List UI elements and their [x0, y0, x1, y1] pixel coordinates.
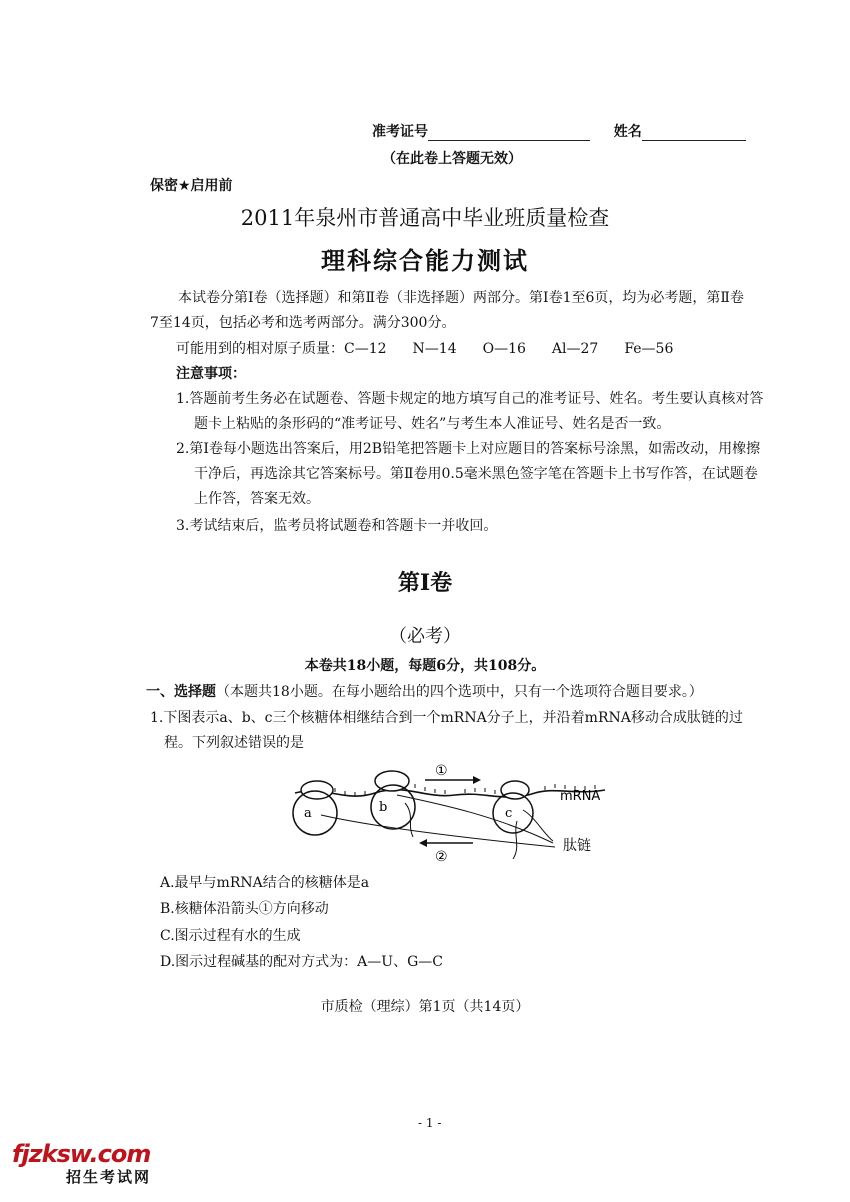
page-number: - 1 -	[418, 1116, 442, 1130]
mrna-label: mRNA	[560, 789, 601, 804]
section-head-bold: 一、选择题	[146, 684, 216, 700]
notice-item: 2.第Ⅰ卷每小题选出答案后，用2B铅笔把答题卡上对应题目的答案标号涂黑，如需改动，用橡擦干净后，再选涂其它答案标号。第Ⅱ卷用0.5毫米黑色签字笔在答题卡上书写作答，在试题卷上作答，答案无效。	[176, 441, 761, 507]
mrna-strand	[295, 790, 605, 797]
atomic-label: 可能用到的相对原子质量：	[176, 341, 344, 357]
chain-label: 肽链	[563, 838, 591, 854]
atomic-item: N—14	[412, 341, 457, 357]
option-b: B.核糖体沿箭头①方向移动	[160, 901, 329, 917]
mrna-ticks	[305, 782, 595, 796]
option-c: C.图示过程有水的生成	[160, 928, 301, 944]
option-a: A.最早与mRNA结合的核糖体是a	[160, 875, 370, 891]
admission-row	[372, 121, 746, 141]
logo-text: fjzksw.com	[12, 1140, 151, 1168]
part-title: 第Ⅰ卷	[397, 570, 453, 596]
secret-mark: 保密★启用前	[150, 178, 233, 194]
name-label: 姓名	[613, 124, 642, 140]
atomic-item: Al—27	[551, 341, 599, 357]
name-blank[interactable]	[642, 140, 746, 141]
intro-paragraph: 本试卷分第Ⅰ卷（选择题）和第Ⅱ卷（非选择题）两部分。第Ⅰ卷1至6页，均为必考题，第Ⅱ卷7至14页，包括必考和选考两部分。满分300分。	[150, 290, 744, 331]
ribosome-b-label: b	[379, 800, 388, 815]
atomic-item: C—12	[344, 341, 387, 357]
atomic-mass-line	[176, 338, 699, 358]
logo-subtext: 招生考试网	[66, 1168, 152, 1186]
notice-title: 注意事项：	[176, 366, 246, 382]
part-subtitle: （必考）	[389, 626, 461, 647]
notice-item: 1.答题前考生务必在试题卷、答题卡规定的地方填写自己的准考证号、姓名。考生要认真核对答题卡上粘贴的条形码的“准考证号、姓名”与考生本人准证号、姓名是否一致。	[176, 391, 764, 432]
atomic-item: O—16	[482, 341, 526, 357]
arrow2-label: ②	[435, 849, 448, 865]
question-1-text: 1.下图表示a、b、c三个核糖体相继结合到一个mRNA分子上，并沿着mRNA移动合成肽链的过程。下列叙述错误的是	[150, 710, 743, 751]
exam-title: 2011年泉州市普通高中毕业班质量检查	[240, 206, 610, 230]
ribosome-a-label: a	[304, 806, 312, 821]
arrow1-label: ①	[435, 763, 448, 779]
ribosome-c-label: c	[505, 806, 513, 821]
atomic-item: Fe—56	[624, 341, 674, 357]
section-heading	[146, 681, 703, 701]
notice-item: 3.考试结束后，监考员将试题卷和答题卡一并收回。	[176, 518, 498, 534]
option-d: D.图示过程碱基的配对方式为：A—U、G—C	[160, 954, 443, 970]
section-head-rest: （本题共18小题。在每小题给出的四个选项中，只有一个选项符合题目要求。）	[216, 684, 703, 700]
admission-label: 准考证号	[372, 124, 428, 140]
exam-subtitle: 理科综合能力测试	[321, 246, 529, 275]
admission-blank[interactable]	[428, 140, 590, 141]
part-description: 本卷共18小题，每题6分，共108分。	[304, 658, 546, 674]
peptide-tail-b	[405, 803, 413, 837]
ribosome-diagram	[285, 755, 645, 865]
site-logo[interactable]	[12, 1140, 151, 1187]
invalid-note: （在此卷上答题无效）	[382, 151, 522, 167]
page-footer: 市质检（理综）第1页（共14页）	[320, 999, 530, 1015]
